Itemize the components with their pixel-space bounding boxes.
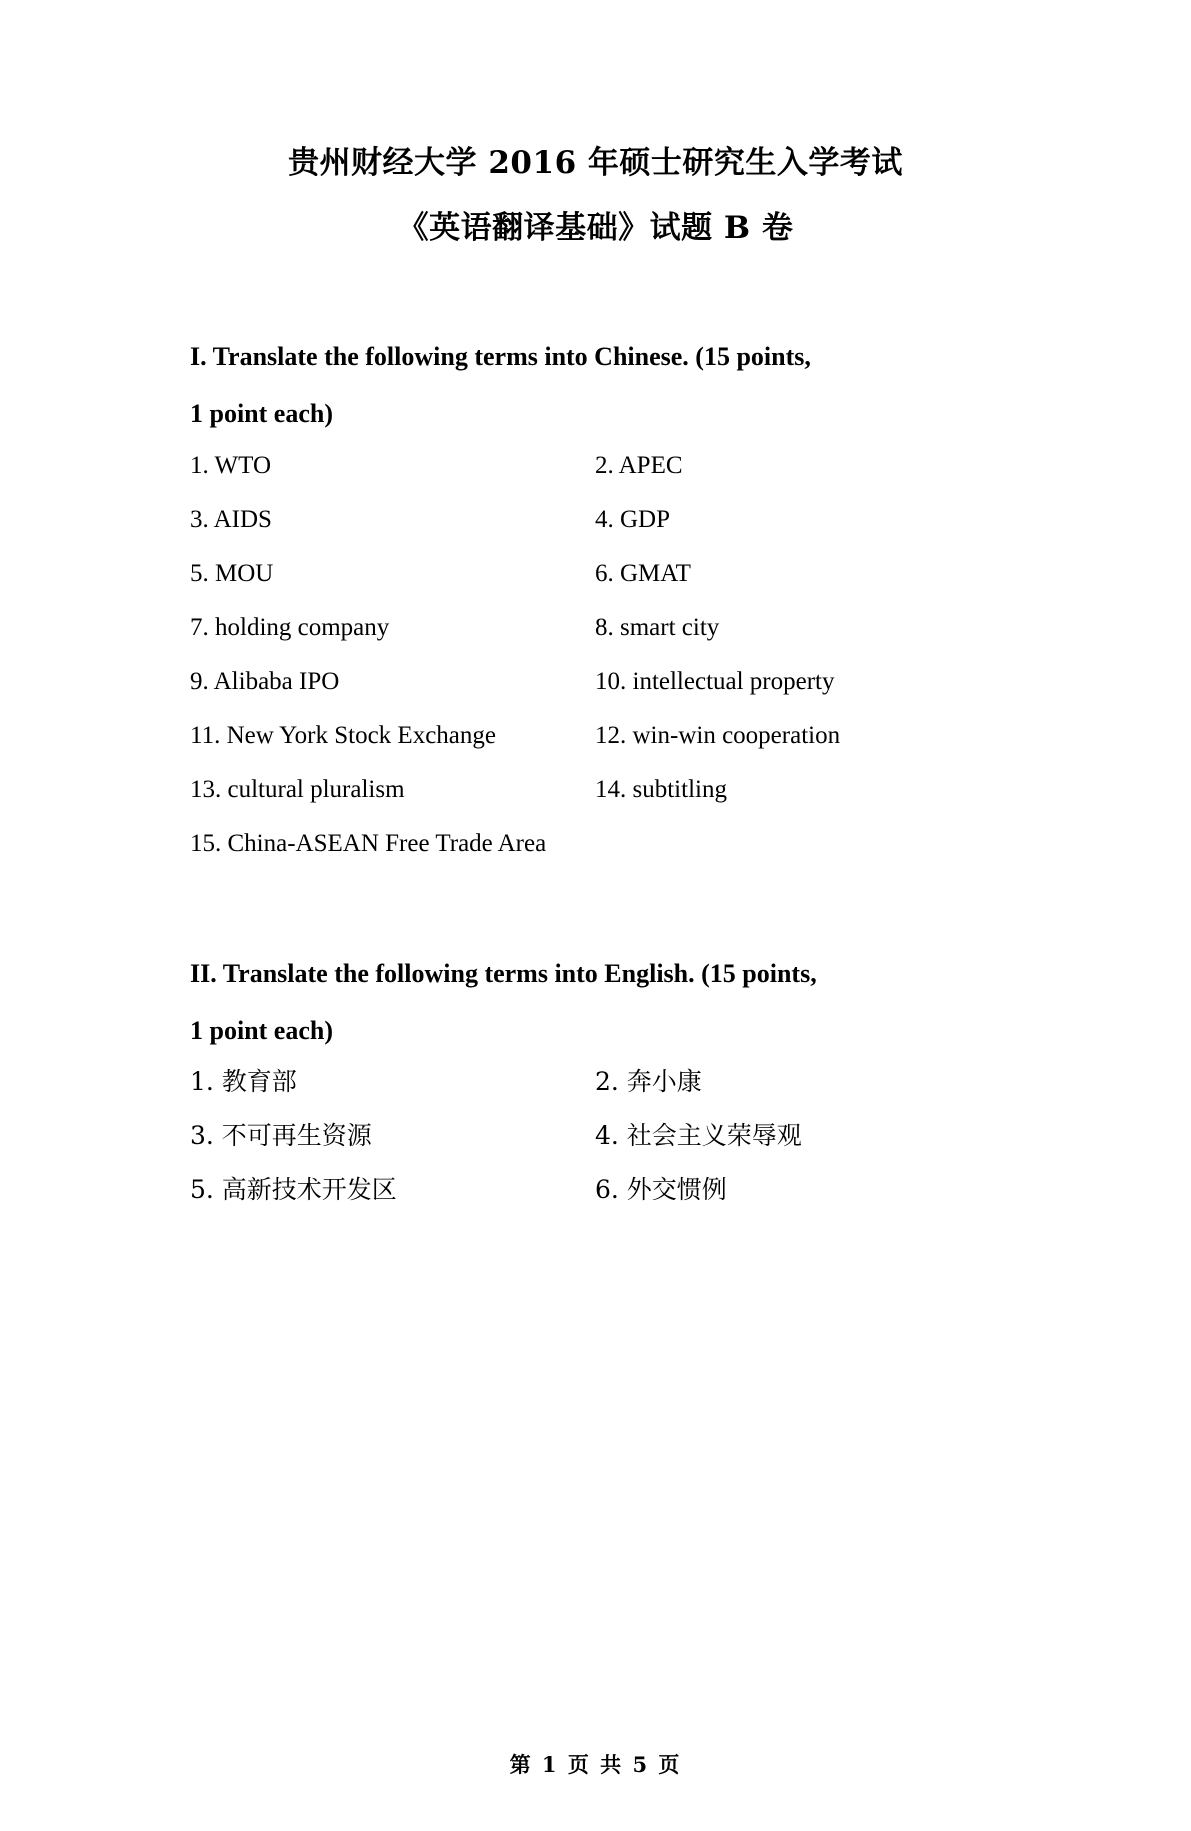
document-body	[0, 340, 1191, 1205]
list-item: 3. 不可再生资源	[190, 1121, 372, 1151]
section-divider-space	[190, 885, 1051, 957]
term-row	[190, 723, 1051, 748]
list-item: 13. cultural pluralism	[190, 775, 405, 803]
list-item: 14. subtitling	[595, 775, 727, 803]
list-item: 4. 社会主义荣辱观	[595, 1121, 802, 1151]
term-row	[190, 615, 1051, 640]
list-item: 3. AIDS	[190, 505, 272, 533]
list-item: 2. 奔小康	[595, 1067, 702, 1097]
list-item: 15. China-ASEAN Free Trade Area	[190, 829, 547, 857]
list-item: 8. smart city	[595, 613, 720, 641]
list-item: 1. WTO	[190, 451, 272, 479]
section-1-terms-list	[190, 453, 1051, 856]
term-row	[190, 1067, 1051, 1097]
list-item: 9. Alibaba IPO	[190, 667, 340, 695]
list-item: 2. APEC	[595, 451, 683, 479]
list-item: 1. 教育部	[190, 1067, 297, 1097]
document-title-block	[0, 145, 1191, 246]
section-2-heading-sub: 1 point each)	[190, 1015, 333, 1045]
section-1-heading-main: I. Translate the following terms into Chinese. (15 points,	[190, 342, 811, 371]
section-2-terms-list	[190, 1067, 1051, 1205]
page-title-line-2: 《英语翻译基础》试题 B 卷	[397, 210, 794, 246]
list-item: 6. GMAT	[595, 559, 691, 587]
term-row	[190, 507, 1051, 532]
section-2-heading-main: II. Translate the following terms into English. (15 points,	[190, 958, 817, 988]
section-2-heading	[190, 957, 935, 1048]
list-item: 11. New York Stock Exchange	[190, 721, 496, 749]
page-title-line-1: 贵州财经大学 2016 年硕士研究生入学考试	[288, 145, 903, 181]
list-item: 5. MOU	[190, 559, 274, 587]
exam-paper-page	[0, 145, 1191, 1831]
term-row	[190, 669, 1051, 694]
term-row	[190, 831, 1051, 856]
list-item: 12. win-win cooperation	[595, 721, 841, 749]
term-row	[190, 1175, 1051, 1205]
list-item: 6. 外交惯例	[595, 1175, 727, 1205]
term-row	[190, 561, 1051, 586]
section-1-heading	[190, 340, 935, 431]
term-row	[190, 453, 1051, 478]
term-row	[190, 1121, 1051, 1151]
list-item: 4. GDP	[595, 505, 671, 533]
section-1-heading-sub: 1 point each)	[190, 399, 333, 429]
list-item: 5. 高新技术开发区	[190, 1175, 397, 1205]
term-row	[190, 777, 1051, 802]
page-footer: 第 1 页 共 5 页	[509, 1752, 682, 1777]
list-item: 7. holding company	[190, 613, 390, 641]
list-item: 10. intellectual property	[595, 667, 835, 695]
